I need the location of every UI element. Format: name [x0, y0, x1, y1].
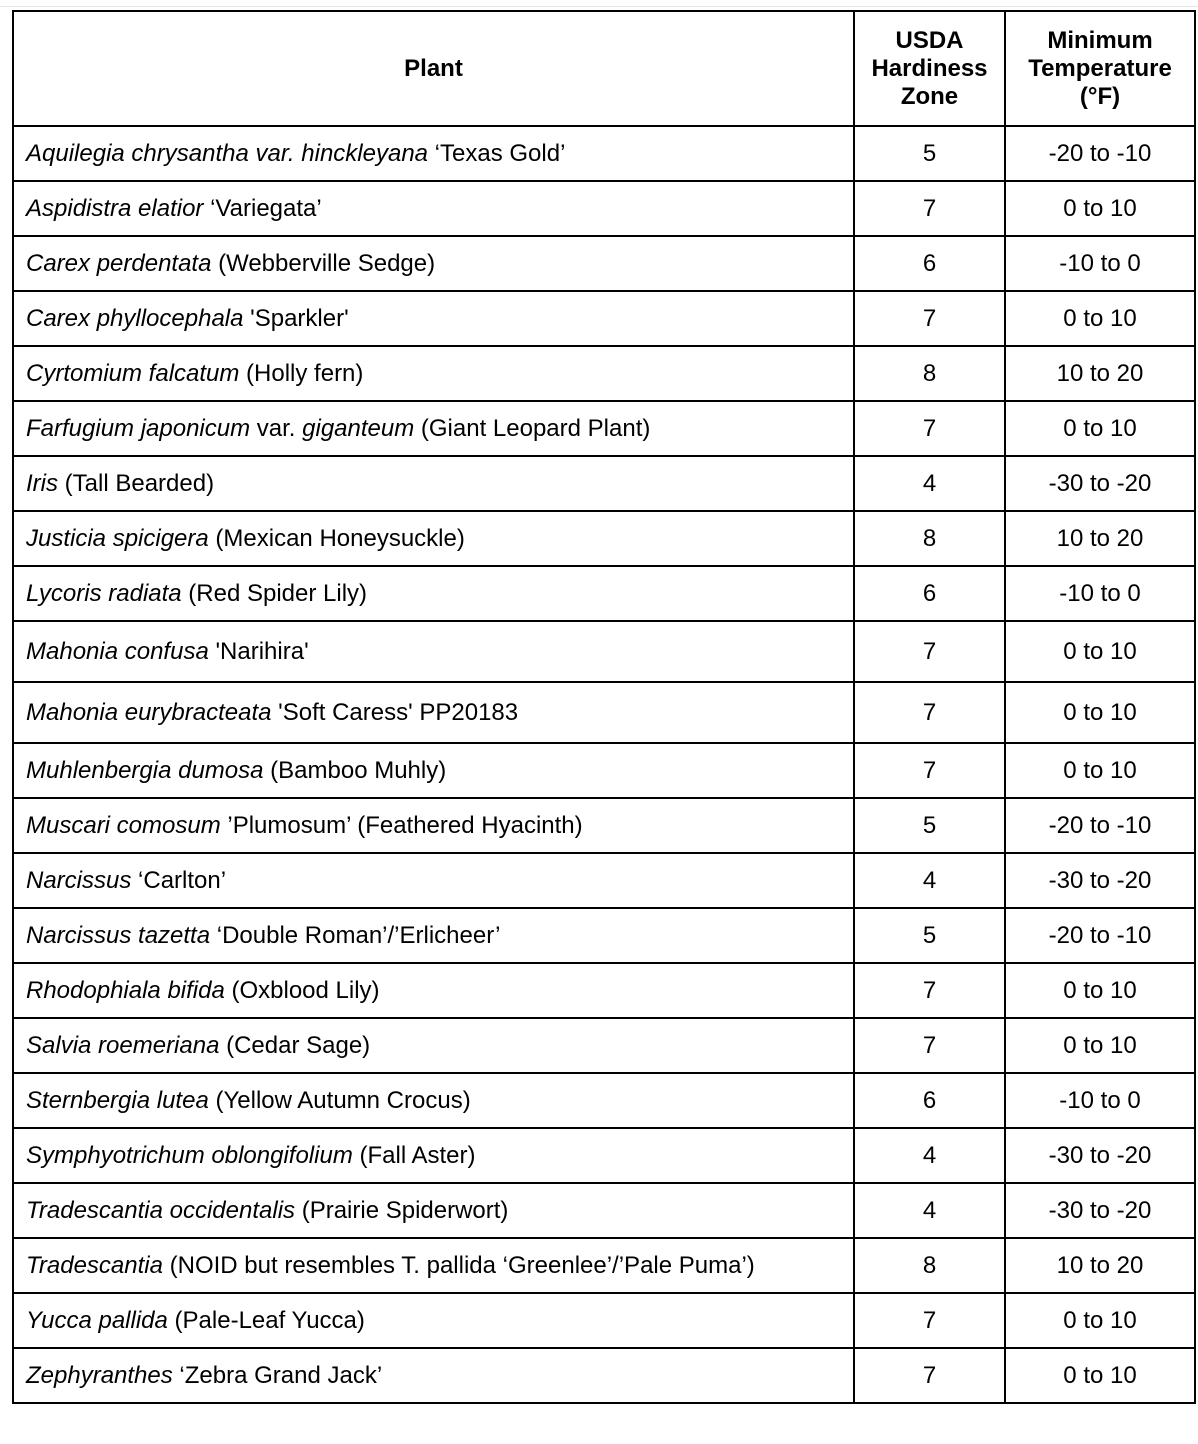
common-name-text: ‘Variegata’ — [203, 194, 322, 222]
scientific-name: giganteum — [302, 414, 415, 442]
plant-name-cell — [13, 1073, 854, 1128]
header-temp-line: (°F) — [1079, 82, 1121, 110]
table-row — [13, 1073, 1195, 1128]
scientific-name: Lycoris radiata — [26, 579, 182, 607]
min-temperature-cell: -30 to -20 — [1005, 456, 1195, 511]
header-zone-line: Zone — [900, 82, 959, 110]
scientific-name: Zephyranthes — [26, 1361, 173, 1389]
min-temperature-cell: 0 to 10 — [1005, 181, 1195, 236]
zone-cell: 8 — [854, 346, 1005, 401]
min-temperature-cell: 0 to 10 — [1005, 1293, 1195, 1348]
common-name-text: (Red Spider Lily) — [181, 579, 368, 607]
scientific-name: Carex phyllocephala — [26, 304, 244, 332]
common-name-text: ‘Carlton’ — [131, 866, 227, 894]
header-plant-label: Plant — [404, 54, 463, 82]
table-row — [13, 291, 1195, 346]
scientific-name: Farfugium japonicum — [26, 414, 251, 442]
table-row — [13, 682, 1195, 743]
common-name-text: (Tall Bearded) — [58, 469, 215, 497]
common-name-text: (Holly fern) — [239, 359, 364, 387]
plant-name-cell — [13, 1238, 854, 1293]
common-name-text: (Oxblood Lily) — [224, 976, 380, 1004]
plant-name-cell — [13, 346, 854, 401]
min-temperature-cell: 10 to 20 — [1005, 511, 1195, 566]
common-name-text: ’Plumosum’ (Feathered Hyacinth) — [220, 811, 583, 839]
plant-name-cell — [13, 236, 854, 291]
common-name-text: (Pale-Leaf Yucca) — [167, 1306, 365, 1334]
scientific-name: Justicia spicigera — [26, 524, 209, 552]
min-temperature-cell: 0 to 10 — [1005, 1018, 1195, 1073]
zone-cell: 7 — [854, 963, 1005, 1018]
zone-cell: 7 — [854, 401, 1005, 456]
header-zone-line: Hardiness — [871, 54, 988, 82]
common-name-text: (Giant Leopard Plant) — [414, 414, 651, 442]
zone-cell: 7 — [854, 291, 1005, 346]
plant-name-cell — [13, 401, 854, 456]
zone-cell: 5 — [854, 908, 1005, 963]
min-temperature-cell: 10 to 20 — [1005, 1238, 1195, 1293]
plant-hardiness-table — [12, 10, 1196, 1404]
table-row — [13, 1018, 1195, 1073]
scientific-name: Aspidistra elatior — [26, 194, 204, 222]
plant-name-cell — [13, 511, 854, 566]
min-temperature-cell: -10 to 0 — [1005, 566, 1195, 621]
scientific-name: Yucca pallida — [26, 1306, 168, 1334]
table-row — [13, 511, 1195, 566]
scientific-name: Mahonia confusa — [26, 637, 209, 665]
header-zone-line: USDA — [895, 26, 964, 54]
min-temperature-cell: 10 to 20 — [1005, 346, 1195, 401]
top-divider — [0, 0, 1198, 7]
table-row — [13, 853, 1195, 908]
header-usda-zone — [854, 11, 1005, 126]
common-name-text: 'Narihira' — [208, 637, 309, 665]
zone-cell: 5 — [854, 798, 1005, 853]
plant-name-cell — [13, 1293, 854, 1348]
zone-cell: 7 — [854, 1018, 1005, 1073]
zone-cell: 4 — [854, 456, 1005, 511]
plant-name-cell — [13, 1018, 854, 1073]
zone-cell: 7 — [854, 743, 1005, 798]
zone-cell: 6 — [854, 1073, 1005, 1128]
zone-cell: 5 — [854, 126, 1005, 181]
plant-name-cell — [13, 798, 854, 853]
zone-cell: 7 — [854, 1348, 1005, 1403]
scientific-name: Carex perdentata — [26, 249, 212, 277]
table-row — [13, 621, 1195, 682]
min-temperature-cell: 0 to 10 — [1005, 401, 1195, 456]
table-row — [13, 1183, 1195, 1238]
common-name-text: (Cedar Sage) — [219, 1031, 371, 1059]
common-name-text: (Yellow Autumn Crocus) — [208, 1086, 471, 1114]
common-name-text: (NOID but resembles T. pallida ‘Greenlee’/’Pale Puma’) — [162, 1251, 755, 1279]
table-row — [13, 401, 1195, 456]
plant-name-cell — [13, 1348, 854, 1403]
plant-name-cell — [13, 456, 854, 511]
table-row — [13, 566, 1195, 621]
scientific-name: Aquilegia chrysantha var. hinckleyana — [26, 139, 429, 167]
common-name-text: (Mexican Honeysuckle) — [208, 524, 465, 552]
zone-cell: 7 — [854, 181, 1005, 236]
plant-name-cell — [13, 1128, 854, 1183]
header-min-temperature — [1005, 11, 1195, 126]
plant-name-cell — [13, 1183, 854, 1238]
plant-name-cell — [13, 853, 854, 908]
min-temperature-cell: 0 to 10 — [1005, 743, 1195, 798]
min-temperature-cell: 0 to 10 — [1005, 621, 1195, 682]
table-row — [13, 743, 1195, 798]
zone-cell: 4 — [854, 1183, 1005, 1238]
plant-name-cell — [13, 908, 854, 963]
table-row — [13, 456, 1195, 511]
common-name-text: 'Sparkler' — [243, 304, 349, 332]
zone-cell: 8 — [854, 511, 1005, 566]
zone-cell: 6 — [854, 566, 1005, 621]
common-name-text: (Prairie Spiderwort) — [295, 1196, 509, 1224]
common-name-text: ‘Double Roman’/’Erlicheer’ — [210, 921, 501, 949]
table-row — [13, 798, 1195, 853]
plant-name-cell — [13, 291, 854, 346]
header-plant — [13, 11, 854, 126]
table-row — [13, 181, 1195, 236]
table-row — [13, 346, 1195, 401]
scientific-name: Salvia roemeriana — [26, 1031, 220, 1059]
common-name-text: 'Soft Caress' PP20183 — [271, 698, 519, 726]
min-temperature-cell: 0 to 10 — [1005, 291, 1195, 346]
min-temperature-cell: -30 to -20 — [1005, 853, 1195, 908]
scientific-name: Rhodophiala bifida — [26, 976, 225, 1004]
header-temp-line: Minimum — [1047, 26, 1153, 54]
min-temperature-cell: 0 to 10 — [1005, 1348, 1195, 1403]
scientific-name: Muhlenbergia dumosa — [26, 756, 264, 784]
scientific-name: Sternbergia lutea — [26, 1086, 209, 1114]
common-name-text: var. — [250, 414, 303, 442]
min-temperature-cell: -10 to 0 — [1005, 1073, 1195, 1128]
scientific-name: Muscari comosum — [26, 811, 221, 839]
scientific-name: Narcissus — [26, 866, 132, 894]
scientific-name: Iris — [26, 469, 58, 497]
scientific-name: Mahonia eurybracteata — [26, 698, 272, 726]
table-row — [13, 126, 1195, 181]
common-name-text: ‘Zebra Grand Jack’ — [172, 1361, 383, 1389]
table-row — [13, 908, 1195, 963]
common-name-text: (Fall Aster) — [352, 1141, 476, 1169]
plant-name-cell — [13, 963, 854, 1018]
zone-cell: 7 — [854, 1293, 1005, 1348]
plant-name-cell — [13, 181, 854, 236]
min-temperature-cell: 0 to 10 — [1005, 963, 1195, 1018]
min-temperature-cell: -20 to -10 — [1005, 908, 1195, 963]
table-row — [13, 1293, 1195, 1348]
min-temperature-cell: -10 to 0 — [1005, 236, 1195, 291]
common-name-text: (Bamboo Muhly) — [263, 756, 447, 784]
zone-cell: 8 — [854, 1238, 1005, 1293]
zone-cell: 7 — [854, 682, 1005, 743]
header-temp-line: Temperature — [1028, 54, 1172, 82]
zone-cell: 4 — [854, 1128, 1005, 1183]
min-temperature-cell: 0 to 10 — [1005, 682, 1195, 743]
min-temperature-cell: -30 to -20 — [1005, 1183, 1195, 1238]
zone-cell: 6 — [854, 236, 1005, 291]
table-header-row — [13, 11, 1195, 126]
scientific-name: Tradescantia occidentalis — [26, 1196, 296, 1224]
scientific-name: Narcissus tazetta — [26, 921, 211, 949]
zone-cell: 7 — [854, 621, 1005, 682]
zone-cell: 4 — [854, 853, 1005, 908]
min-temperature-cell: -20 to -10 — [1005, 798, 1195, 853]
table-row — [13, 236, 1195, 291]
common-name-text: (Webberville Sedge) — [211, 249, 436, 277]
table-row — [13, 1348, 1195, 1403]
plant-name-cell — [13, 566, 854, 621]
plant-name-cell — [13, 743, 854, 798]
table-row — [13, 1238, 1195, 1293]
min-temperature-cell: -30 to -20 — [1005, 1128, 1195, 1183]
table-body — [13, 126, 1195, 1403]
min-temperature-cell: -20 to -10 — [1005, 126, 1195, 181]
scientific-name: Symphyotrichum oblongifolium — [26, 1141, 353, 1169]
table-row — [13, 963, 1195, 1018]
common-name-text: ‘Texas Gold’ — [428, 139, 566, 167]
plant-name-cell — [13, 621, 854, 682]
plant-name-cell — [13, 126, 854, 181]
scientific-name: Cyrtomium falcatum — [26, 359, 240, 387]
plant-name-cell — [13, 682, 854, 743]
table-row — [13, 1128, 1195, 1183]
scientific-name: Tradescantia — [26, 1251, 163, 1279]
